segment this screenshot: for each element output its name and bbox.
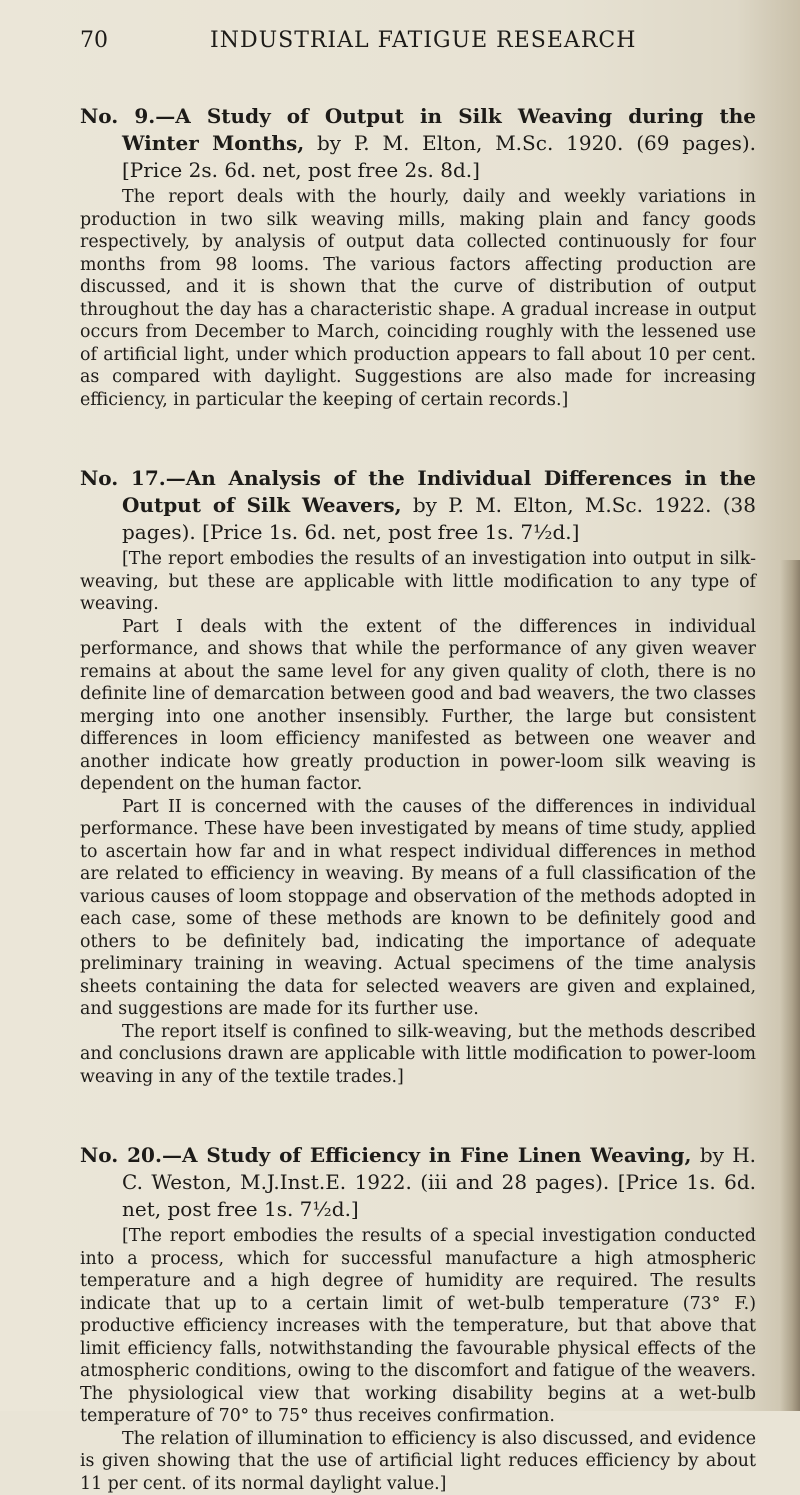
entry-paragraph: The relation of illumination to efficiency is also discussed, and evidence is given showing that the use of artificial light reduces efficiency by about 11 per cent. of its normal daylight value.] xyxy=(80,1428,756,1495)
entry-title: —An Analysis of the Individual Differences in the Output of Silk Weavers, xyxy=(122,466,756,517)
entry-title: —A Study of Output in Silk Weaving during the Winter Months, xyxy=(122,104,756,155)
entry-pages: (69 pages). xyxy=(636,131,756,155)
entry-price: [Price 1s. 6d. net, post free 1s. 7½d.] xyxy=(202,520,579,544)
report-entry xyxy=(80,103,756,411)
entry-paragraph: [The report embodies the results of a special investigation conducted into a process, which for successful manufacture a high atmospheric temperature and a high degree of humidity are required. The results indicate that up to a certain limit of wet-bulb temperature (73° F.) productive efficiency increases with the temperature, but that above that limit efficiency falls, notwithstanding the favourable physical effects of the atmospheric conditions, owing to the discomfort and fatigue of the weavers. The physiological view that working disability begins at a wet-bulb temperature of 70° to 75° thus receives confirmation. xyxy=(80,1225,756,1428)
entry-price: [Price 2s. 6d. net, post free 2s. 8d.] xyxy=(122,158,480,182)
entry-heading xyxy=(80,1142,756,1223)
entry-number: No. 9. xyxy=(80,104,155,128)
running-title: INDUSTRIAL FATIGUE RESEARCH xyxy=(210,28,636,53)
page-edge-shadow xyxy=(780,560,800,1411)
entry-number: No. 20. xyxy=(80,1143,162,1167)
entry-heading xyxy=(80,465,756,546)
entry-number: No. 17. xyxy=(80,466,166,490)
entry-paragraph: [The report embodies the results of an investigation into output in silk-weaving, but these are applicable with little modification to any type of weaving. xyxy=(80,548,756,616)
entry-paragraph: Part II is concerned with the causes of the differences in individual performance. These have been investigated by means of time study, applied to ascertain how far and in what respect individual differences in method are related to efficiency in weaving. By means of a full classification of the various causes of loom stoppage and observation of the methods adopted in each case, some of these methods are known to be definitely good and others to be definitely bad, indicating the importance of adequate preliminary training in weaving. Actual specimens of the time analysis sheets containing the data for selected weavers are given and explained, and suggestions are made for its further use. xyxy=(80,796,756,1021)
entry-pages: (iii and 28 pages). xyxy=(420,1170,609,1194)
entry-heading xyxy=(80,103,756,184)
entry-title: —A Study of Efficiency in Fine Linen Weaving, xyxy=(162,1143,692,1167)
entry-year: 1922. xyxy=(355,1170,412,1194)
entry-price: [Price 1s. 6d. net, post free 1s. 7½d.] xyxy=(122,1170,756,1221)
report-entry xyxy=(80,465,756,1088)
entry-paragraph: The report itself is confined to silk-weaving, but the methods described and conclusions drawn are applicable with little modification to power-loom weaving in any of the textile trades.] xyxy=(80,1021,756,1089)
page-number: 70 xyxy=(80,28,210,53)
entry-year: 1922. xyxy=(654,493,711,517)
running-head xyxy=(80,28,756,53)
entry-year: 1920. xyxy=(566,131,623,155)
entry-author: by P. M. Elton, M.Sc. xyxy=(317,131,553,155)
entry-paragraph: The report deals with the hourly, daily and weekly variations in production in two silk weaving mills, making plain and fancy goods respectively, by analysis of output data collected continuously for four months from 98 looms. The various factors affecting production are discussed, and it is shown that the curve of distribution of output throughout the day has a characteristic shape. A gradual increase in output occurs from December to March, coinciding roughly with the lessened use of artificial light, under which production appears to fall about 10 per cent. as compared with daylight. Suggestions are also made for increasing efficiency, in particular the keeping of certain records.] xyxy=(80,186,756,411)
entry-author: by H. C. Weston, M.J.Inst.E. xyxy=(122,1143,756,1194)
report-entry xyxy=(80,1142,756,1495)
entry-paragraph: Part I deals with the extent of the differences in individual performance, and shows that while the performance of any given weaver remains at about the same level for any given quality of cloth, there is no definite line of demarcation between good and bad weavers, the two classes merging into one another insensibly. Further, the large but consistent differences in loom efficiency manifested as between one weaver and another indicate how greatly production in power-loom silk weaving is dependent on the human factor. xyxy=(80,616,756,796)
entry-author: by P. M. Elton, M.Sc. xyxy=(413,493,643,517)
entry-pages: (38 pages). xyxy=(122,493,756,544)
